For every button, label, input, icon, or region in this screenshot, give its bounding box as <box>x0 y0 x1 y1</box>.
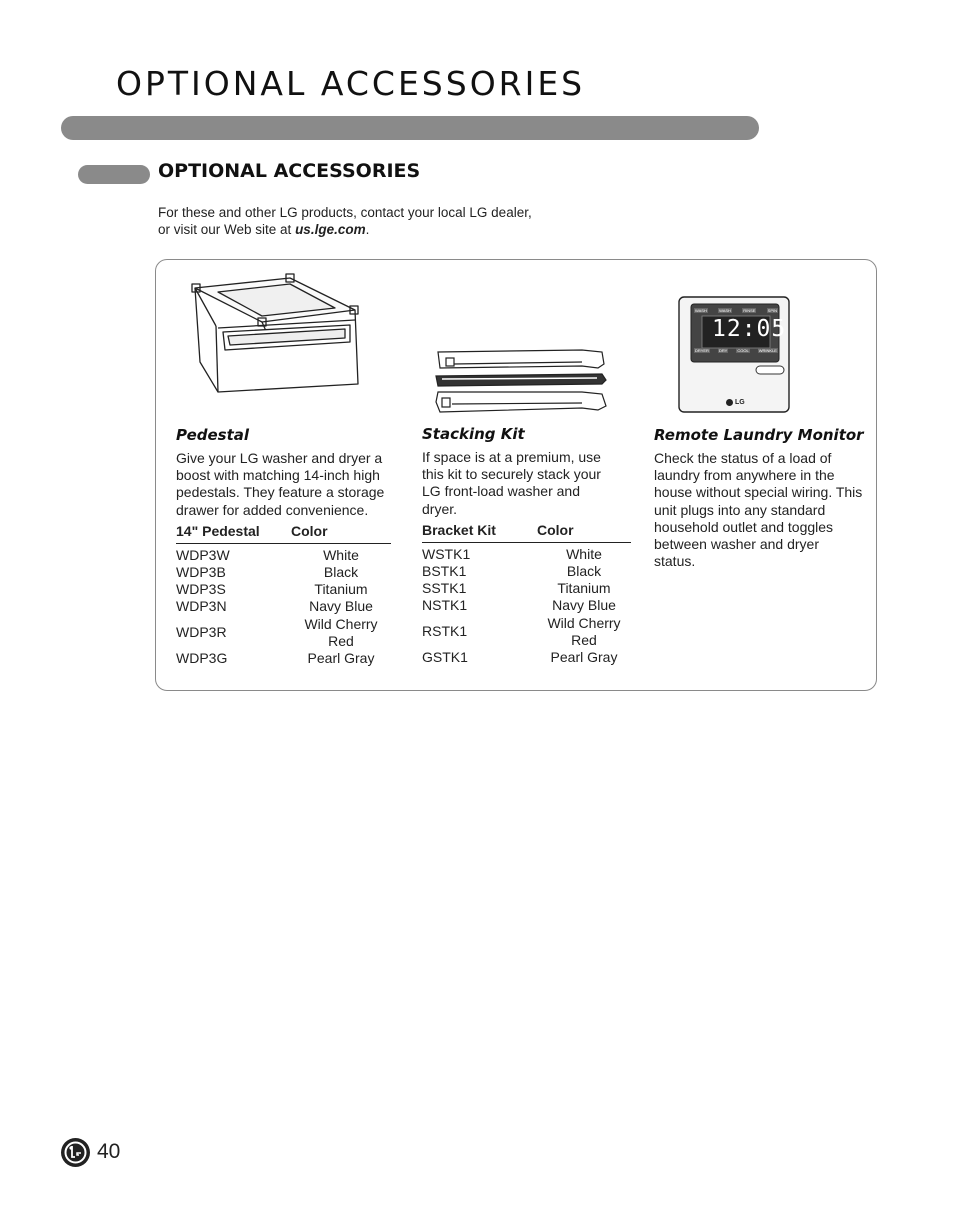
monitor-brand-logo <box>726 399 745 406</box>
bracket-color: White <box>566 545 602 562</box>
website-link[interactable]: us.lge.com <box>295 222 366 237</box>
bracket-color: Navy Blue <box>552 597 616 614</box>
stacking-kit-description: If space is at a premium, use this kit to securely stack your LG front-load washer and dryer. <box>422 449 601 517</box>
stacking-kit-table <box>422 522 631 666</box>
table-row <box>422 563 631 580</box>
table-row <box>422 649 631 666</box>
page-title: OPTIONAL ACCESSORIES <box>116 64 586 103</box>
stacking-kit-illustration <box>432 348 612 418</box>
bracket-color: Wild Cherry Red <box>547 614 621 648</box>
stacking-kit-table-header <box>422 522 631 543</box>
pedestal-model-header: 14" Pedestal <box>176 523 291 544</box>
intro-text <box>158 204 618 238</box>
remote-monitor-column <box>654 426 869 570</box>
pedestal-model: WDP3N <box>176 598 227 615</box>
monitor-button-top-4: SPIN <box>767 308 777 313</box>
table-row <box>176 581 391 598</box>
monitor-button-top-1: WASH <box>695 308 707 313</box>
pedestal-model: WDP3G <box>176 650 228 667</box>
table-row <box>176 616 391 650</box>
table-row <box>422 580 631 597</box>
table-row <box>422 615 631 649</box>
pedestal-color-header: Color <box>291 523 391 544</box>
monitor-time-display: 12:05 <box>712 316 787 342</box>
title-divider-bar <box>61 116 759 140</box>
bracket-model: NSTK1 <box>422 597 468 614</box>
pedestal-color: Navy Blue <box>309 598 373 615</box>
remote-monitor-illustration <box>678 296 790 413</box>
bracket-model: SSTK1 <box>422 580 467 597</box>
bracket-model: RSTK1 <box>422 623 468 640</box>
intro-line-2-prefix: or visit our Web site at <box>158 222 296 237</box>
table-row <box>176 564 391 581</box>
pedestal-color: Black <box>323 564 359 581</box>
bracket-color-header: Color <box>537 522 631 543</box>
pedestal-description: Give your LG washer and dryer a boost with matching 14-inch high pedestals. They feature a storage drawer for added convenience. <box>176 450 385 518</box>
monitor-brand-text: LG <box>735 399 745 406</box>
monitor-button-top-3: RINSE <box>743 308 756 313</box>
bracket-model: WSTK1 <box>422 545 471 562</box>
pedestal-model: WDP3S <box>176 581 226 598</box>
monitor-bottom-buttons <box>694 348 778 353</box>
remote-monitor-description: Check the status of a load of laundry from anywhere in the house without special wiring. This unit plugs into any standard household outlet and toggles between washer and dryer status. <box>654 450 863 570</box>
pedestal-color: Titanium <box>314 581 368 598</box>
pedestal-color: Wild Cherry Red <box>304 615 378 649</box>
monitor-button-bottom-2: DRY <box>718 348 728 353</box>
pedestal-model: WDP3B <box>176 564 226 581</box>
pedestal-table <box>176 523 391 667</box>
monitor-button-bottom-4: WRINKLE <box>758 348 777 353</box>
section-heading: OPTIONAL ACCESSORIES <box>158 160 421 182</box>
section-marker-pill <box>78 165 150 184</box>
bracket-color: Pearl Gray <box>550 649 618 666</box>
table-row <box>176 543 391 564</box>
stacking-kit-column <box>422 425 631 666</box>
lg-logo-icon <box>60 1137 91 1168</box>
stacking-kit-title: Stacking Kit <box>422 425 525 443</box>
monitor-top-buttons <box>694 308 778 313</box>
bracket-model: GSTK1 <box>422 649 468 666</box>
bracket-kit-header: Bracket Kit <box>422 522 537 543</box>
monitor-button-bottom-3: COOL <box>737 348 749 353</box>
bracket-color: Titanium <box>557 580 611 597</box>
page-number: 40 <box>97 1140 121 1163</box>
pedestal-color: Pearl Gray <box>307 650 375 667</box>
bracket-color: Black <box>566 563 602 580</box>
pedestal-color: White <box>323 546 359 563</box>
bracket-model: BSTK1 <box>422 563 467 580</box>
pedestal-model: WDP3W <box>176 546 230 563</box>
monitor-button-top-2: WASH <box>719 308 731 313</box>
remote-monitor-title: Remote Laundry Monitor <box>654 426 864 444</box>
table-row <box>176 650 391 667</box>
pedestal-title: Pedestal <box>176 426 250 444</box>
pedestal-table-header <box>176 523 391 544</box>
monitor-logo-circle-icon <box>726 399 733 406</box>
pedestal-illustration <box>190 270 365 410</box>
pedestal-column <box>176 426 391 667</box>
table-row <box>176 598 391 615</box>
monitor-button-bottom-1: DRYER <box>695 348 709 353</box>
table-row <box>422 597 631 614</box>
table-row <box>422 542 631 563</box>
intro-line-2-suffix: . <box>365 222 370 237</box>
remote-monitor-device <box>678 296 790 413</box>
pedestal-model: WDP3R <box>176 624 227 641</box>
intro-line-1: For these and other LG products, contact your local LG dealer, <box>158 205 532 220</box>
